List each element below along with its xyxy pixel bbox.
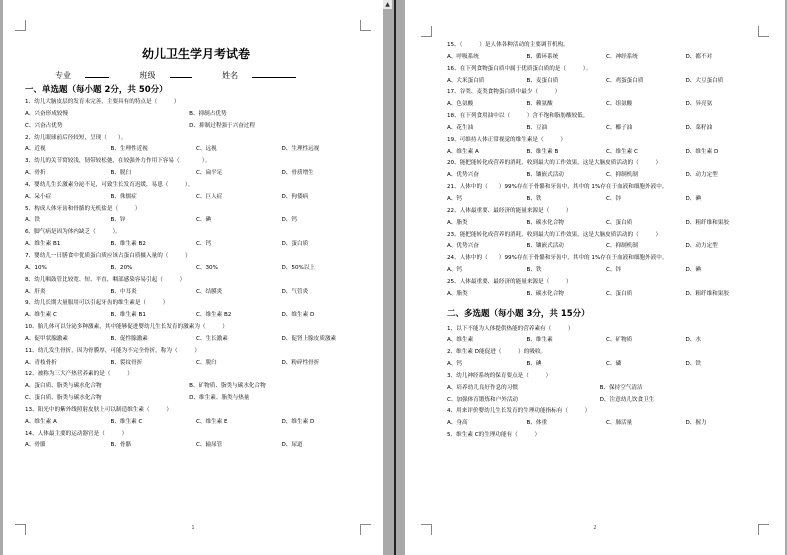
answer-option: D、都不对	[685, 53, 713, 60]
option-row	[447, 147, 765, 159]
answer-option: C、维生素 B2	[196, 312, 232, 319]
answer-option: C、蛋白质	[606, 219, 633, 226]
answer-option: D、维生素 D	[281, 312, 315, 319]
answer-option: A、蛋白质、脂类与碳水化合物	[25, 383, 102, 390]
answer-option: A、维生素 A	[447, 148, 479, 155]
answer-option: B、维生素	[526, 337, 553, 344]
question-list	[447, 40, 765, 301]
answer-option: D、握力	[685, 420, 707, 427]
answer-option: B、抑制占优势	[189, 110, 227, 117]
question-text: 3、幼儿神经系统的保育要点是（ ）	[447, 372, 552, 379]
answer-option: A、大米蛋白质	[447, 77, 485, 84]
option-row	[25, 121, 367, 133]
answer-option: C、远视	[196, 146, 217, 153]
option-row	[447, 289, 765, 301]
question-text: 9、幼儿长期大量服用可以引起牙齿的维生素是（ ）	[25, 300, 169, 307]
answer-option: D、大豆蛋白质	[685, 77, 724, 84]
question-list	[25, 97, 367, 452]
answer-option: A、钙	[447, 195, 463, 202]
option-row	[25, 417, 367, 429]
info-class: 班级	[140, 71, 206, 80]
answer-option: B、维生素 C	[110, 418, 143, 425]
question-text: 18、在下列食用油中以（ ）含不饱和脂肪酸较低。	[447, 113, 589, 120]
option-row	[25, 334, 367, 346]
page-2	[405, 0, 785, 555]
question-text: 14、人体最主要的运动器官是（ ）	[25, 430, 128, 437]
question-text: 21、人体中的（ ）99%存在于骨骼和牙齿中，其中的 1%存在于血液和细胞外液中。	[447, 184, 668, 191]
answer-option: C、抑制机制	[606, 243, 638, 250]
answer-option: B、镶嵌式活动	[526, 243, 564, 250]
section-multiple-choice: 二、多选题（每小题 3分，共 15分）	[447, 308, 590, 319]
crop-mark	[758, 26, 769, 37]
question-text: 5、构成人体牙齿和骨骼的无机盐是（ ）	[25, 205, 141, 212]
answer-option: B、碘	[526, 361, 542, 368]
answer-option: B、维生素 B2	[110, 241, 146, 248]
option-row	[25, 215, 367, 227]
answer-option: D、钙	[281, 217, 297, 224]
answer-option: B、20%	[110, 264, 133, 271]
answer-option: C、巨人症	[196, 193, 223, 200]
answer-option: C、矿物质	[606, 337, 633, 344]
answer-option: B、铁	[526, 267, 542, 274]
answer-option: B、裂纹骨折	[110, 359, 143, 366]
option-row	[25, 393, 367, 405]
question-text: 3、幼儿的关节窝较浅，韧带较松弛，在较强外力作用下容易（ ）。	[25, 158, 211, 165]
answer-option: A、近视	[25, 146, 46, 153]
option-row	[447, 418, 765, 430]
option-row	[447, 123, 765, 135]
answer-option: D、水	[685, 337, 701, 344]
answer-option: A、肝炎	[25, 288, 46, 295]
answer-option: A、呼吸系统	[447, 53, 479, 60]
answer-option: D、铁	[685, 361, 701, 368]
question-text: 8、幼儿咽鼓管比较宽、短、平直，咽部感染容易引起（ ）	[25, 276, 186, 283]
answer-option: C、神经系统	[606, 53, 638, 60]
option-row	[25, 381, 367, 393]
answer-option: D、促肾上腺皮质激素	[281, 335, 337, 342]
question-text: 2、幼儿眼球前后径较短，呈现（ ）。	[25, 134, 127, 141]
answer-option: A、优势兴奋	[447, 243, 479, 250]
answer-option: C、钙	[196, 241, 212, 248]
option-row	[25, 263, 367, 275]
answer-option: A、呆小症	[25, 193, 52, 200]
answer-option: D、50%以上	[281, 264, 316, 271]
question-text: 20、能把能转化成营养的消耗，收到最大的工作效果，这是大脑皮质活动的（ ）	[447, 160, 662, 167]
answer-option: C、脱臼	[196, 359, 217, 366]
answer-option: A、钙	[447, 361, 463, 368]
option-row	[447, 265, 765, 277]
answer-option: D、碘	[685, 267, 701, 274]
answer-option: D、动力定型	[685, 243, 718, 250]
answer-option: A、色氨酸	[447, 101, 474, 108]
question-text: 12、被称为三大产热营养素的是（ ）	[25, 371, 133, 378]
answer-option: D、尿道	[281, 442, 303, 449]
question-text: 7、婴幼儿一日膳食中优质蛋白质应该占蛋白质摄入量的（ ）	[25, 252, 191, 259]
question-text: 1、幼儿大脑皮层的发育未完善，主要具有的特点是（ ）	[25, 99, 180, 105]
answer-option: A、花生油	[447, 124, 474, 131]
question-text: 17、谷类、麦类食物蛋白质中最少（ ）	[447, 89, 561, 96]
answer-option: B、铁	[526, 195, 542, 202]
option-row	[447, 99, 765, 111]
answer-option: C、组氨酸	[606, 101, 633, 108]
answer-option: D、蛋白质	[281, 241, 309, 248]
answer-option: A、铁	[25, 217, 41, 224]
answer-option: A、脂类	[447, 290, 468, 297]
question-text: 16、在下列食物蛋白质中属于优质蛋白质的是（ ）。	[447, 65, 592, 72]
answer-option: B、侏儒症	[110, 193, 137, 200]
option-row	[25, 168, 367, 180]
question-text: 11、幼儿发生骨折，因为骨膜厚，可能为不完全骨折，称为（ ）	[25, 347, 200, 354]
answer-option: B、维生素 B	[526, 148, 559, 155]
option-row	[25, 144, 367, 156]
option-row	[447, 359, 765, 371]
answer-option: B、碳水化合物	[526, 219, 564, 226]
answer-option: A、维生素 A	[25, 418, 57, 425]
option-row	[25, 239, 367, 251]
answer-option: D、维生素、脂类与热量	[189, 395, 250, 402]
question-list	[447, 324, 765, 442]
question-text: 23、能把能转化成营养的消耗，收到最大的工作效果，这是大脑皮质活动的（ ）	[447, 231, 662, 238]
answer-option: D、粗纤维和果胶	[685, 219, 729, 226]
option-row	[447, 335, 765, 347]
answer-option: B、维生素 B1	[110, 312, 146, 319]
answer-option: B、保持空气清洁	[599, 384, 643, 391]
option-row	[25, 192, 367, 204]
answer-option: B、镶嵌式活动	[526, 172, 564, 179]
option-row	[447, 241, 765, 253]
answer-option: C、抑制机制	[606, 172, 638, 179]
answer-option: D、碘	[685, 195, 701, 202]
answer-option: C、30%	[196, 264, 218, 271]
question-text: 15、（ ）是人体各种活动的主要调节机构。	[447, 42, 569, 48]
option-row	[447, 194, 765, 206]
answer-option: B、骨骼	[110, 442, 132, 449]
option-row	[25, 358, 367, 370]
crop-mark	[421, 26, 432, 37]
question-text: 2、维生素 D能促进（ ）的吸收。	[447, 349, 547, 356]
option-row	[25, 310, 367, 322]
answer-option: B、生理性近视	[110, 146, 148, 153]
answer-option: A、骨骼	[25, 442, 46, 449]
answer-option: C、结膜炎	[196, 288, 223, 295]
page-1	[3, 0, 383, 555]
question-text: 24、人体中的（ ）99%存在于骨骼和牙齿中，其中的 1%存在于血液和细胞外液中。	[447, 255, 668, 262]
question-text: 5、维生素 C的生理功能有（ ）	[447, 432, 541, 439]
answer-option: B、赖氨酸	[526, 101, 553, 108]
exam-title: 幼儿卫生学月考试卷	[141, 47, 250, 61]
scroll-up-icon[interactable]: ▲	[383, 0, 392, 9]
answer-option: C、肺活量	[606, 420, 633, 427]
answer-option: D、粉碎性骨折	[281, 359, 320, 366]
answer-option: B、中耳炎	[110, 288, 137, 295]
answer-option: C、维生素 E	[196, 418, 228, 425]
answer-option: A、促甲状腺激素	[25, 335, 68, 342]
question-text: 25、人体最重要、最经济的能量来源是（ ）	[447, 278, 572, 285]
answer-option: B、脱臼	[110, 170, 132, 177]
question-text: 6、脚气病是因为体内缺乏（ ）。	[25, 229, 121, 236]
answer-option: D、生理性远视	[281, 146, 320, 153]
question-text: 13、阳光中的紫外线照射皮肤上可以制造维生素（ ）	[25, 406, 172, 413]
answer-option: B、碳水化合物	[526, 290, 564, 297]
answer-option: D、维生素 D	[685, 148, 719, 155]
answer-option: A、青枝骨折	[25, 359, 57, 366]
answer-option: B、体重	[526, 420, 548, 427]
answer-option: C、碘	[196, 217, 212, 224]
option-row	[25, 440, 367, 452]
answer-option: A、维生素 C	[25, 312, 57, 319]
answer-option: D、菜籽油	[685, 124, 713, 131]
answer-option: C、加强体育锻炼和户外活动	[447, 396, 519, 403]
answer-option: D、维生素 D	[281, 418, 315, 425]
answer-option: C、椰子油	[606, 124, 633, 131]
option-row	[25, 287, 367, 299]
option-row	[447, 170, 765, 182]
answer-option: C、蛋白质、脂类与碳水化合物	[25, 395, 102, 402]
option-row	[447, 383, 765, 395]
answer-option: D、抑制过程强于兴奋过程	[189, 122, 255, 129]
answer-option: D、佝偻病	[281, 193, 309, 200]
answer-option: B、促性腺激素	[110, 335, 148, 342]
answer-option: D、异亮氨	[685, 101, 713, 108]
page-number: 1	[191, 525, 195, 531]
answer-option: B、循环系统	[526, 53, 559, 60]
answer-option: C、维生素 C	[606, 148, 638, 155]
answer-option: A、身高	[447, 420, 468, 427]
page-divider	[394, 0, 396, 555]
answer-option: B、豆油	[526, 124, 548, 131]
answer-option: C、生长激素	[196, 335, 228, 342]
answer-option: C、磷	[606, 361, 622, 368]
answer-option: B、锌	[110, 217, 126, 224]
answer-option: C、输尿管	[196, 442, 223, 449]
answer-option: D、气管炎	[281, 288, 309, 295]
answer-option: A、优势兴奋	[447, 172, 479, 179]
answer-option: D、动力定型	[685, 172, 718, 179]
answer-option: C、锌	[606, 267, 622, 274]
info-major: 专业	[55, 71, 123, 80]
answer-option: B、矿物质、脂类与碳水化合物	[189, 383, 266, 390]
answer-option: D、粗纤维和果胶	[685, 290, 729, 297]
question-text: 1、以下不能为人体提供热能的营养素有（ ）	[447, 325, 574, 332]
question-text: 4、用来评价婴幼儿生长发育的生理功能指标有（ ）	[447, 408, 591, 415]
option-row	[447, 76, 765, 88]
answer-option: C、蛋白质	[606, 290, 633, 297]
page-number: 2	[593, 525, 597, 531]
option-row	[447, 395, 765, 407]
answer-option: A、兴奋形成较慢	[25, 110, 68, 117]
answer-option: B、麦蛋白质	[526, 77, 559, 84]
answer-option: A、骨折	[25, 170, 46, 177]
answer-option: C、鸡蛋蛋白质	[606, 77, 644, 84]
question-text: 22、人体最重要、最经济的能量来源是（ ）	[447, 207, 572, 214]
answer-option: A、维生素 B1	[25, 241, 61, 248]
option-row	[447, 52, 765, 64]
answer-option: D、注意幼儿饮食卫生	[599, 396, 655, 403]
answer-option: C、兴奋占优势	[25, 122, 63, 129]
question-text: 19、可维持人体正常视觉的维生素是（ ）	[447, 136, 566, 143]
info-name: 姓名	[222, 71, 310, 80]
answer-option: C、锌	[606, 195, 622, 202]
option-row	[25, 109, 367, 121]
answer-option: A、培养幼儿良好作息的习惯	[447, 384, 518, 391]
answer-option: C、扁平足	[196, 170, 223, 177]
student-info	[55, 69, 367, 81]
question-text: 10、胎儿体可以分泌多种激素，其中能够促进婴幼儿生长发育的激素为（ ）	[25, 324, 228, 331]
answer-option: A、10%	[25, 264, 47, 271]
answer-option: A、维生素	[447, 337, 474, 344]
section-single-choice: 一、单选题（每小题 2分，共 50分）	[25, 85, 168, 95]
answer-option: A、脂类	[447, 219, 468, 226]
question-text: 4、婴幼儿生长激素分泌不足，可致生长发育迟缓，易患（ ）。	[25, 181, 194, 188]
option-row	[447, 218, 765, 230]
answer-option: D、骨质增生	[281, 170, 314, 177]
answer-option: A、钙	[447, 267, 463, 274]
